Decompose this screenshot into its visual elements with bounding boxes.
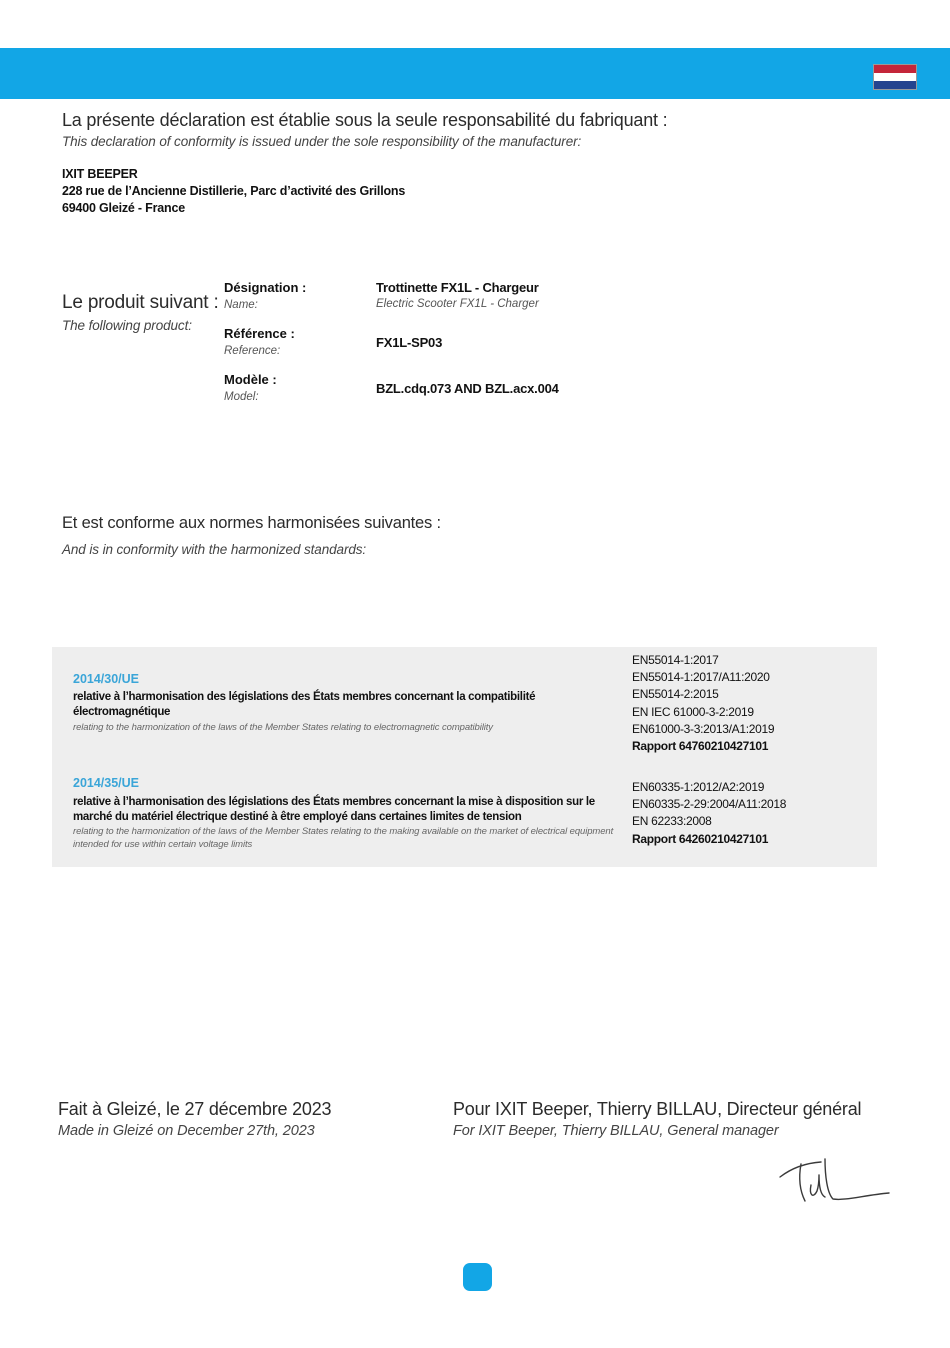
intro-fr: La présente déclaration est établie sous la seule responsabilité du fabriquant : <box>62 110 668 130</box>
conformity-en: And is in conformity with the harmonized standards: <box>62 542 367 557</box>
place-date-fr: Fait à Gleizé, le 27 décembre 2023 <box>58 1099 332 1119</box>
model-value: BZL.cdq.073 AND BZL.acx.004 <box>376 381 559 396</box>
reference-label-en: Reference: <box>224 345 281 357</box>
directive-2-fr: relative à l’harmonisation des législations des États membres concernant la mise à disposition sur le marché du matériel électrique destiné à être employé dans certaines limites de tension <box>73 796 595 823</box>
manufacturer-name: IXIT BEEPER <box>62 167 138 181</box>
directive-1-code: 2014/30/UE <box>73 672 140 686</box>
standard-line: EN61000-3-3:2013/A1:2019 <box>632 721 775 736</box>
designation-value-en: Electric Scooter FX1L - Charger <box>376 298 539 310</box>
model-label-en: Model: <box>224 391 259 403</box>
standard-line: EN IEC 61000-3-2:2019 <box>632 704 754 719</box>
test-report: Rapport 64760210427101 <box>632 739 769 754</box>
standard-line: EN55014-1:2017 <box>632 653 719 667</box>
conformity-fr: Et est conforme aux normes harmonisées suivantes : <box>62 514 441 532</box>
directive-1-fr: relative à l’harmonisation des législations des États membres concernant la compatibilité électromagnétique <box>73 691 536 718</box>
reference-label: Référence : <box>224 326 295 341</box>
product-heading-fr: Le produit suivant : <box>62 292 219 313</box>
designation-label-en: Name: <box>224 299 258 311</box>
intro-en: This declaration of conformity is issued under the sole responsibility of the manufacturer: <box>62 134 582 149</box>
standard-line: EN60335-1:2012/A2:2019 <box>632 780 765 794</box>
directive-2-code: 2014/35/UE <box>73 776 140 790</box>
designation-value: Trottinette FX1L - Chargeur <box>376 280 539 295</box>
standard-line: EN55014-1:2017/A11:2020 <box>632 670 770 685</box>
page-number-badge-icon <box>463 1263 492 1291</box>
signer-fr: Pour IXIT Beeper, Thierry BILLAU, Directeur général <box>453 1099 862 1119</box>
netherlands-flag-icon <box>873 64 917 90</box>
handwritten-signature-icon <box>775 1155 895 1210</box>
product-heading-en: The following product: <box>62 318 192 333</box>
standard-line: EN60335-2-29:2004/A11:2018 <box>632 797 787 812</box>
reference-value: FX1L-SP03 <box>376 335 443 350</box>
header-bar <box>0 48 950 99</box>
manufacturer-address-line1: 228 rue de l’Ancienne Distillerie, Parc d’activité des Grillons <box>62 184 406 198</box>
directive-1-standards <box>632 652 774 755</box>
standard-line: EN 62233:2008 <box>632 814 712 829</box>
directive-1-en: relating to the harmonization of the laws of the Member States relating to electromagnetic compatibility <box>73 722 493 733</box>
standard-line: EN55014-2:2015 <box>632 687 719 702</box>
test-report: Rapport 64260210427101 <box>632 831 769 846</box>
manufacturer-address-line2: 69400 Gleizé - France <box>62 201 185 215</box>
directive-2-standards <box>632 779 786 848</box>
directive-2-en: relating to the harmonization of the laws of the Member States relating to the making available on the market of electrical equipment intended for use within certain voltage limits <box>73 826 614 850</box>
place-date-en: Made in Gleizé on December 27th, 2023 <box>58 1123 315 1139</box>
model-label: Modèle : <box>224 372 277 387</box>
designation-label: Désignation : <box>224 280 307 295</box>
signer-en: For IXIT Beeper, Thierry BILLAU, General manager <box>453 1123 779 1139</box>
